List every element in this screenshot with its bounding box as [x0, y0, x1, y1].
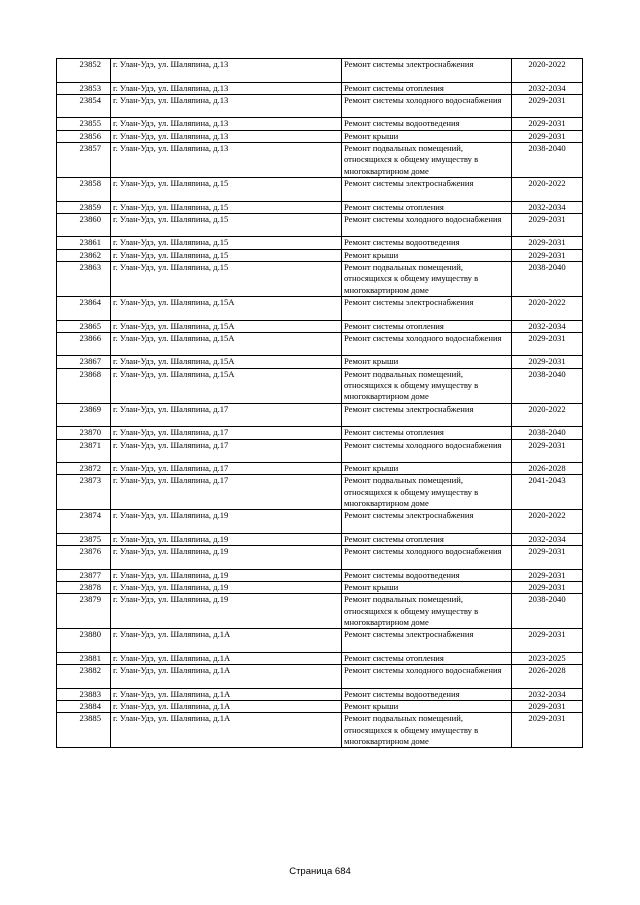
- row-years-cell: 2041-2043: [512, 475, 583, 510]
- row-id-cell: 23877: [57, 569, 111, 581]
- row-address-cell: г. Улан-Удэ, ул. Шаляпина, д.15: [111, 262, 342, 297]
- row-id-cell: 23864: [57, 296, 111, 320]
- row-years-cell: 2029-2031: [512, 249, 583, 261]
- row-work-cell: Ремонт системы водоотведения: [342, 118, 512, 130]
- row-id-cell: 23855: [57, 118, 111, 130]
- row-work-cell: Ремонт системы электроснабжения: [342, 296, 512, 320]
- row-address-cell: г. Улан-Удэ, ул. Шаляпина, д.13: [111, 143, 342, 178]
- row-years-cell: 2029-2031: [512, 213, 583, 237]
- table-row: [57, 118, 583, 130]
- table-row: [57, 713, 583, 748]
- row-work-cell: Ремонт системы отопления: [342, 533, 512, 545]
- table-row: [57, 237, 583, 249]
- row-work-cell: Ремонт подвальных помещений, относящихся к общему имуществу в многоквартирном доме: [342, 594, 512, 629]
- table-row: [57, 582, 583, 594]
- page-number: Страница 684: [289, 866, 351, 877]
- row-id-cell: 23853: [57, 82, 111, 94]
- row-work-cell: Ремонт подвальных помещений, относящихся к общему имуществу в многоквартирном доме: [342, 143, 512, 178]
- row-id-cell: 23856: [57, 130, 111, 142]
- row-address-cell: г. Улан-Удэ, ул. Шаляпина, д.17: [111, 439, 342, 463]
- row-address-cell: г. Улан-Удэ, ул. Шаляпина, д.1А: [111, 713, 342, 748]
- row-work-cell: Ремонт системы отопления: [342, 652, 512, 664]
- row-years-cell: 2029-2031: [512, 701, 583, 713]
- row-work-cell: Ремонт подвальных помещений, относящихся к общему имуществу в многоквартирном доме: [342, 262, 512, 297]
- row-years-cell: 2029-2031: [512, 130, 583, 142]
- row-address-cell: г. Улан-Удэ, ул. Шаляпина, д.17: [111, 403, 342, 427]
- table-row: [57, 701, 583, 713]
- row-years-cell: 2029-2031: [512, 237, 583, 249]
- table-row: [57, 403, 583, 427]
- row-work-cell: Ремонт системы холодного водоснабжения: [342, 213, 512, 237]
- row-work-cell: Ремонт системы отопления: [342, 427, 512, 439]
- table-row: [57, 320, 583, 332]
- row-id-cell: 23862: [57, 249, 111, 261]
- row-years-cell: 2038-2040: [512, 368, 583, 403]
- row-address-cell: г. Улан-Удэ, ул. Шаляпина, д.13: [111, 118, 342, 130]
- row-work-cell: Ремонт крыши: [342, 701, 512, 713]
- table-row: [57, 463, 583, 475]
- row-id-cell: 23881: [57, 652, 111, 664]
- table-body: [57, 59, 583, 748]
- row-id-cell: 23861: [57, 237, 111, 249]
- row-years-cell: 2026-2028: [512, 665, 583, 689]
- table-row: [57, 332, 583, 356]
- row-years-cell: 2029-2031: [512, 713, 583, 748]
- row-years-cell: 2020-2022: [512, 177, 583, 201]
- row-work-cell: Ремонт системы водоотведения: [342, 569, 512, 581]
- row-address-cell: г. Улан-Удэ, ул. Шаляпина, д.1А: [111, 665, 342, 689]
- row-id-cell: 23858: [57, 177, 111, 201]
- table-row: [57, 143, 583, 178]
- row-address-cell: г. Улан-Удэ, ул. Шаляпина, д.1А: [111, 629, 342, 653]
- row-work-cell: Ремонт системы холодного водоснабжения: [342, 546, 512, 570]
- row-years-cell: 2032-2034: [512, 320, 583, 332]
- row-work-cell: Ремонт системы электроснабжения: [342, 510, 512, 534]
- table-row: [57, 296, 583, 320]
- row-id-cell: 23872: [57, 463, 111, 475]
- row-years-cell: 2020-2022: [512, 296, 583, 320]
- row-work-cell: Ремонт системы холодного водоснабжения: [342, 439, 512, 463]
- row-address-cell: г. Улан-Удэ, ул. Шаляпина, д.15: [111, 213, 342, 237]
- table-row: [57, 130, 583, 142]
- row-address-cell: г. Улан-Удэ, ул. Шаляпина, д.15А: [111, 320, 342, 332]
- row-id-cell: 23879: [57, 594, 111, 629]
- row-work-cell: Ремонт крыши: [342, 582, 512, 594]
- row-address-cell: г. Улан-Удэ, ул. Шаляпина, д.1А: [111, 688, 342, 700]
- row-years-cell: 2023-2025: [512, 652, 583, 664]
- row-work-cell: Ремонт крыши: [342, 249, 512, 261]
- row-id-cell: 23873: [57, 475, 111, 510]
- table-row: [57, 59, 583, 83]
- row-address-cell: г. Улан-Удэ, ул. Шаляпина, д.15: [111, 249, 342, 261]
- row-work-cell: Ремонт системы электроснабжения: [342, 403, 512, 427]
- row-years-cell: 2020-2022: [512, 403, 583, 427]
- row-id-cell: 23859: [57, 201, 111, 213]
- table-row: [57, 249, 583, 261]
- row-work-cell: Ремонт системы электроснабжения: [342, 59, 512, 83]
- row-years-cell: 2020-2022: [512, 59, 583, 83]
- row-years-cell: 2032-2034: [512, 82, 583, 94]
- row-address-cell: г. Улан-Удэ, ул. Шаляпина, д.19: [111, 569, 342, 581]
- table-row: [57, 439, 583, 463]
- table-row: [57, 510, 583, 534]
- row-years-cell: 2029-2031: [512, 332, 583, 356]
- row-id-cell: 23885: [57, 713, 111, 748]
- row-work-cell: Ремонт системы отопления: [342, 320, 512, 332]
- row-id-cell: 23869: [57, 403, 111, 427]
- row-work-cell: Ремонт подвальных помещений, относящихся к общему имуществу в многоквартирном доме: [342, 368, 512, 403]
- row-work-cell: Ремонт крыши: [342, 130, 512, 142]
- row-work-cell: Ремонт системы отопления: [342, 201, 512, 213]
- row-work-cell: Ремонт системы отопления: [342, 82, 512, 94]
- row-address-cell: г. Улан-Удэ, ул. Шаляпина, д.19: [111, 546, 342, 570]
- table-row: [57, 546, 583, 570]
- row-address-cell: г. Улан-Удэ, ул. Шаляпина, д.13: [111, 130, 342, 142]
- row-id-cell: 23884: [57, 701, 111, 713]
- table-row: [57, 82, 583, 94]
- table-row: [57, 213, 583, 237]
- row-address-cell: г. Улан-Удэ, ул. Шаляпина, д.17: [111, 427, 342, 439]
- table-row: [57, 688, 583, 700]
- row-id-cell: 23870: [57, 427, 111, 439]
- row-years-cell: 2029-2031: [512, 582, 583, 594]
- table-row: [57, 475, 583, 510]
- row-years-cell: 2038-2040: [512, 143, 583, 178]
- row-id-cell: 23868: [57, 368, 111, 403]
- row-work-cell: Ремонт системы электроснабжения: [342, 177, 512, 201]
- row-years-cell: 2038-2040: [512, 262, 583, 297]
- row-id-cell: 23876: [57, 546, 111, 570]
- row-id-cell: 23866: [57, 332, 111, 356]
- row-id-cell: 23878: [57, 582, 111, 594]
- row-address-cell: г. Улан-Удэ, ул. Шаляпина, д.19: [111, 594, 342, 629]
- row-address-cell: г. Улан-Удэ, ул. Шаляпина, д.15: [111, 237, 342, 249]
- table-row: [57, 177, 583, 201]
- row-id-cell: 23863: [57, 262, 111, 297]
- row-years-cell: 2032-2034: [512, 201, 583, 213]
- row-address-cell: г. Улан-Удэ, ул. Шаляпина, д.1А: [111, 701, 342, 713]
- row-address-cell: г. Улан-Удэ, ул. Шаляпина, д.13: [111, 82, 342, 94]
- row-id-cell: 23860: [57, 213, 111, 237]
- row-years-cell: 2026-2028: [512, 463, 583, 475]
- row-years-cell: 2029-2031: [512, 629, 583, 653]
- row-work-cell: Ремонт системы холодного водоснабжения: [342, 94, 512, 118]
- row-years-cell: 2029-2031: [512, 356, 583, 368]
- row-id-cell: 23880: [57, 629, 111, 653]
- row-years-cell: 2029-2031: [512, 94, 583, 118]
- table-row: [57, 427, 583, 439]
- row-work-cell: Ремонт системы водоотведения: [342, 237, 512, 249]
- table-row: [57, 201, 583, 213]
- row-years-cell: 2038-2040: [512, 427, 583, 439]
- table-row: [57, 569, 583, 581]
- table-row: [57, 94, 583, 118]
- row-address-cell: г. Улан-Удэ, ул. Шаляпина, д.1А: [111, 652, 342, 664]
- row-work-cell: Ремонт системы холодного водоснабжения: [342, 332, 512, 356]
- row-id-cell: 23871: [57, 439, 111, 463]
- row-id-cell: 23874: [57, 510, 111, 534]
- row-work-cell: Ремонт подвальных помещений, относящихся к общему имуществу в многоквартирном доме: [342, 475, 512, 510]
- row-years-cell: 2032-2034: [512, 533, 583, 545]
- table-row: [57, 665, 583, 689]
- row-years-cell: 2029-2031: [512, 118, 583, 130]
- table-row: [57, 629, 583, 653]
- table-row: [57, 594, 583, 629]
- row-id-cell: 23882: [57, 665, 111, 689]
- row-address-cell: г. Улан-Удэ, ул. Шаляпина, д.15: [111, 177, 342, 201]
- row-id-cell: 23867: [57, 356, 111, 368]
- row-address-cell: г. Улан-Удэ, ул. Шаляпина, д.13: [111, 94, 342, 118]
- row-id-cell: 23883: [57, 688, 111, 700]
- row-address-cell: г. Улан-Удэ, ул. Шаляпина, д.15А: [111, 356, 342, 368]
- row-work-cell: Ремонт системы электроснабжения: [342, 629, 512, 653]
- row-address-cell: г. Улан-Удэ, ул. Шаляпина, д.19: [111, 582, 342, 594]
- table-row: [57, 652, 583, 664]
- row-work-cell: Ремонт системы водоотведения: [342, 688, 512, 700]
- row-address-cell: г. Улан-Удэ, ул. Шаляпина, д.15: [111, 201, 342, 213]
- table-row: [57, 368, 583, 403]
- row-work-cell: Ремонт подвальных помещений, относящихся к общему имуществу в многоквартирном доме: [342, 713, 512, 748]
- row-years-cell: 2029-2031: [512, 439, 583, 463]
- table-row: [57, 533, 583, 545]
- row-id-cell: 23875: [57, 533, 111, 545]
- row-work-cell: Ремонт крыши: [342, 356, 512, 368]
- row-address-cell: г. Улан-Удэ, ул. Шаляпина, д.19: [111, 510, 342, 534]
- row-address-cell: г. Улан-Удэ, ул. Шаляпина, д.15А: [111, 368, 342, 403]
- row-id-cell: 23865: [57, 320, 111, 332]
- table-row: [57, 262, 583, 297]
- row-years-cell: 2032-2034: [512, 688, 583, 700]
- row-id-cell: 23854: [57, 94, 111, 118]
- row-years-cell: 2020-2022: [512, 510, 583, 534]
- row-address-cell: г. Улан-Удэ, ул. Шаляпина, д.19: [111, 533, 342, 545]
- row-work-cell: Ремонт крыши: [342, 463, 512, 475]
- row-work-cell: Ремонт системы холодного водоснабжения: [342, 665, 512, 689]
- row-address-cell: г. Улан-Удэ, ул. Шаляпина, д.17: [111, 463, 342, 475]
- row-address-cell: г. Улан-Удэ, ул. Шаляпина, д.13: [111, 59, 342, 83]
- row-address-cell: г. Улан-Удэ, ул. Шаляпина, д.15А: [111, 332, 342, 356]
- row-id-cell: 23857: [57, 143, 111, 178]
- row-id-cell: 23852: [57, 59, 111, 83]
- row-address-cell: г. Улан-Удэ, ул. Шаляпина, д.15А: [111, 296, 342, 320]
- repair-schedule-table: [56, 58, 583, 748]
- table-row: [57, 356, 583, 368]
- row-years-cell: 2029-2031: [512, 569, 583, 581]
- row-address-cell: г. Улан-Удэ, ул. Шаляпина, д.17: [111, 475, 342, 510]
- row-years-cell: 2038-2040: [512, 594, 583, 629]
- row-years-cell: 2029-2031: [512, 546, 583, 570]
